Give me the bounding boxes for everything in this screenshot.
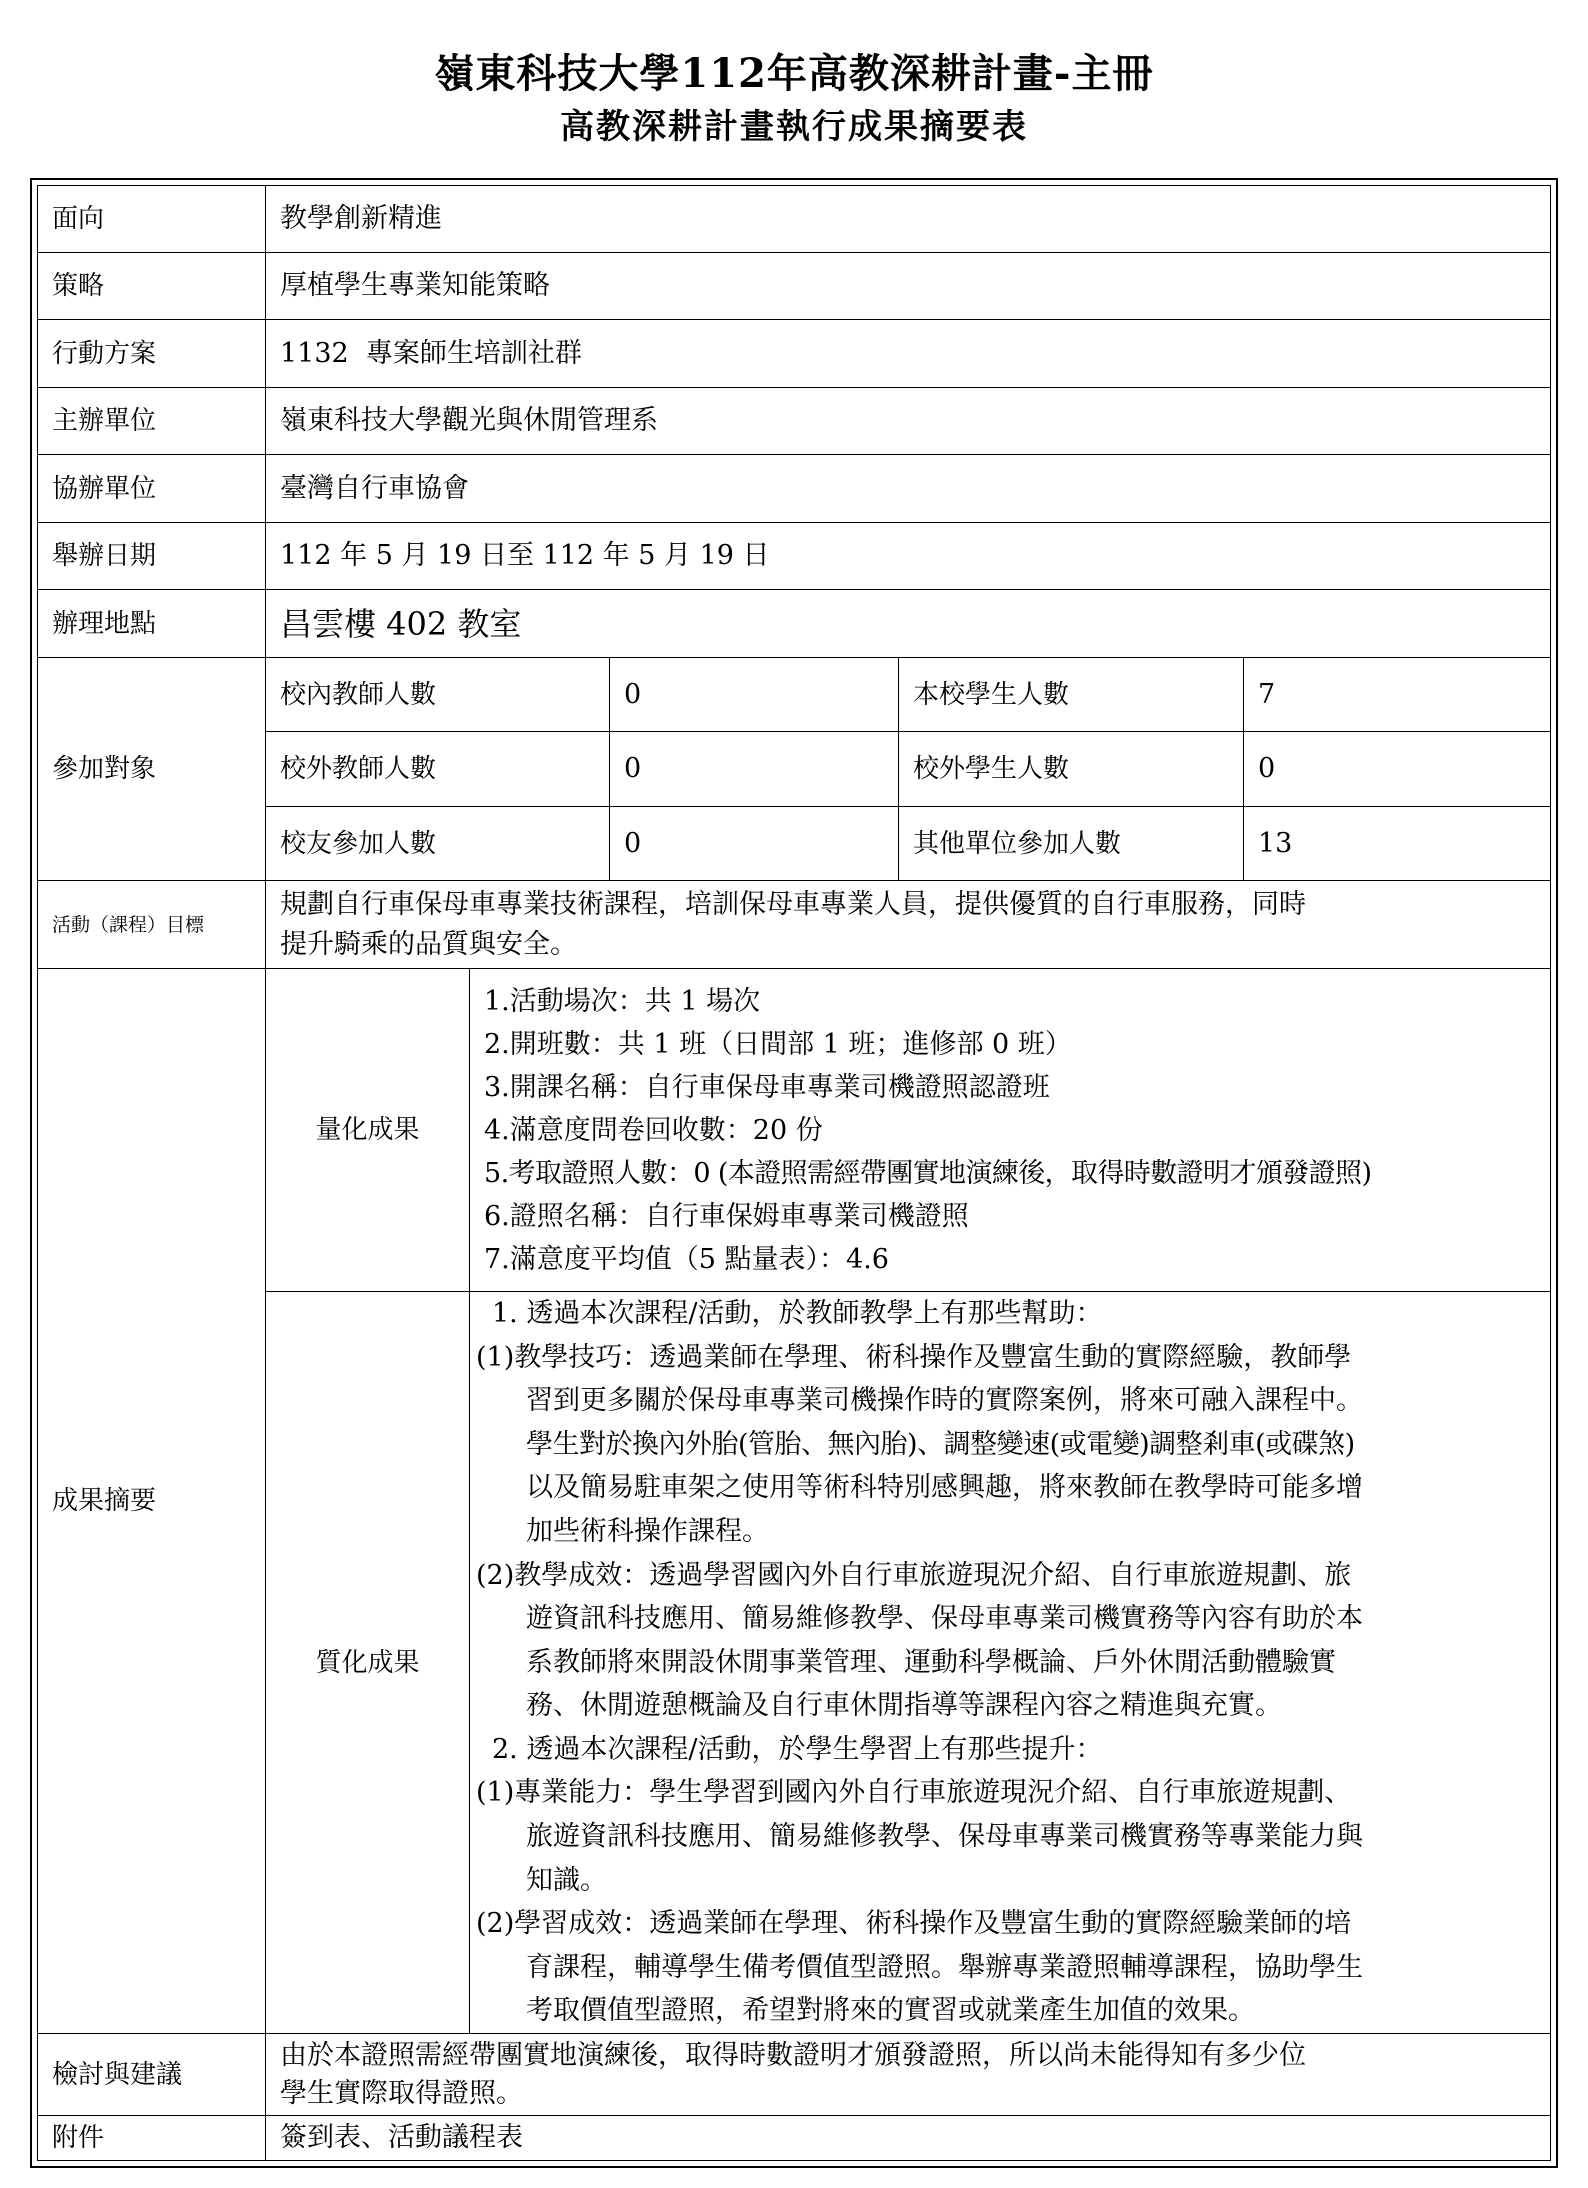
other-units-value: 13 xyxy=(1243,806,1551,881)
co-organizer-label: 協辦單位 xyxy=(37,454,266,523)
quantitative-item: 1.活動場次：共 1 場次 xyxy=(484,985,761,1017)
external-students-label: 校外學生人數 xyxy=(898,731,1244,807)
strategy-value: 厚植學生專業知能策略 xyxy=(265,252,1551,320)
school-students-value: 7 xyxy=(1243,657,1551,732)
alumni-value: 0 xyxy=(609,806,899,881)
quantitative-label: 量化成果 xyxy=(265,968,470,1292)
qualitative-item: 加些術科操作課程。 xyxy=(526,1515,769,1547)
aspect-label: 面向 xyxy=(37,185,266,253)
school-students-label: 本校學生人數 xyxy=(898,657,1244,732)
quantitative-item: 3.開課名稱：自行車保母車專業司機證照認證班 xyxy=(484,1071,1050,1103)
external-teachers-label: 校外教師人數 xyxy=(265,731,610,807)
quantitative-list xyxy=(469,968,1551,1292)
attachments-label: 附件 xyxy=(37,2115,266,2161)
qualitative-heading: 2. 透過本次課程/活動，於學生學習上有那些提升： xyxy=(492,1733,1103,1765)
date-label: 舉辦日期 xyxy=(37,522,266,590)
document-title: 嶺東科技大學112年高教深耕計畫-主冊 xyxy=(434,50,1154,97)
qualitative-item: (1)教學技巧：透過業師在學理、術科操作及豐富生動的實際經驗，教師學 xyxy=(476,1341,1352,1373)
qualitative-item: (2)學習成效：透過業師在學理、術科操作及豐富生動的實際經驗業師的培 xyxy=(476,1908,1352,1940)
review-value xyxy=(265,2033,1551,2116)
aspect-value: 教學創新精進 xyxy=(265,185,1551,253)
internal-teachers-value: 0 xyxy=(609,657,899,732)
document-subtitle: 高教深耕計畫執行成果摘要表 xyxy=(560,107,1028,147)
objective-line: 提升騎乘的品質與安全。 xyxy=(280,928,577,960)
qualitative-label: 質化成果 xyxy=(265,1291,470,2034)
co-organizer-value: 臺灣自行車協會 xyxy=(265,454,1551,523)
action-plan-label: 行動方案 xyxy=(37,319,266,388)
qualitative-item: 系教師將來開設休閒事業管理、運動科學概論、戶外休閒活動體驗實 xyxy=(526,1646,1336,1678)
quantitative-item: 5.考取證照人數：0 (本證照需經帶團實地演練後，取得時數證明才頒發證照) xyxy=(484,1157,1372,1189)
review-label: 檢討與建議 xyxy=(37,2033,266,2116)
qualitative-item: 習到更多關於保母車專業司機操作時的實際案例，將來可融入課程中。 xyxy=(526,1385,1363,1417)
date-value: 112 年 5 月 19 日至 112 年 5 月 19 日 xyxy=(265,522,1551,590)
qualitative-item: (2)教學成效：透過學習國內外自行車旅遊現況介紹、自行車旅遊規劃、旅 xyxy=(476,1559,1352,1591)
internal-teachers-label: 校內教師人數 xyxy=(265,657,610,732)
summary-table xyxy=(30,178,1558,2168)
quantitative-item: 2.開班數：共 1 班（日間部 1 班；進修部 0 班） xyxy=(484,1028,1072,1060)
venue-value: 昌雲樓 402 教室 xyxy=(265,589,1551,658)
quantitative-item: 4.滿意度問卷回收數：20 份 xyxy=(484,1114,823,1146)
qualitative-item: (1)專業能力：學生學習到國內外自行車旅遊現況介紹、自行車旅遊規劃、 xyxy=(476,1777,1352,1809)
quantitative-item: 6.證照名稱：自行車保姆車專業司機證照 xyxy=(484,1200,969,1232)
qualitative-item: 旅遊資訊科技應用、簡易維修教學、保母車專業司機實務等專業能力與 xyxy=(526,1821,1363,1853)
organizer-label: 主辦單位 xyxy=(37,387,266,455)
review-line: 學生實際取得證照。 xyxy=(280,2077,523,2109)
objective-line: 規劃自行車保母車專業技術課程，培訓保母車專業人員，提供優質的自行車服務，同時 xyxy=(280,888,1306,920)
attachments-value: 簽到表、活動議程表 xyxy=(265,2115,1551,2161)
organizer-value: 嶺東科技大學觀光與休閒管理系 xyxy=(265,387,1551,455)
external-students-value: 0 xyxy=(1243,731,1551,807)
qualitative-item: 學生對於換內外胎(管胎、無內胎)、調整變速(或電變)調整剎車(或碟煞) xyxy=(526,1428,1355,1460)
review-line: 由於本證照需經帶團實地演練後，取得時數證明才頒發證照，所以尚未能得知有多少位 xyxy=(280,2039,1306,2071)
qualitative-item: 遊資訊科技應用、簡易維修教學、保母車專業司機實務等內容有助於本 xyxy=(526,1603,1363,1635)
quantitative-item: 7.滿意度平均值（5 點量表）：4.6 xyxy=(484,1243,889,1275)
qualitative-item: 育課程，輔導學生備考價值型證照。舉辦專業證照輔導課程，協助學生 xyxy=(526,1951,1363,1983)
qualitative-item: 以及簡易駐車架之使用等術科特別感興趣，將來教師在教學時可能多增 xyxy=(526,1472,1363,1504)
participants-label: 參加對象 xyxy=(37,657,266,881)
alumni-label: 校友參加人數 xyxy=(265,806,610,881)
qualitative-heading: 1. 透過本次課程/活動，於教師教學上有那些幫助： xyxy=(492,1297,1103,1329)
qualitative-item: 務、休閒遊憩概論及自行車休閒指導等課程內容之精進與充實。 xyxy=(526,1690,1282,1722)
document-header xyxy=(0,46,1588,152)
venue-label: 辦理地點 xyxy=(37,589,266,658)
external-teachers-value: 0 xyxy=(609,731,899,807)
objective-value xyxy=(265,880,1551,969)
qualitative-item: 考取價值型證照，希望對將來的實習或就業產生加值的效果。 xyxy=(526,1995,1255,2027)
results-label: 成果摘要 xyxy=(37,968,266,2034)
qualitative-item: 知識。 xyxy=(526,1864,607,1896)
other-units-label: 其他單位參加人數 xyxy=(898,806,1244,881)
strategy-label: 策略 xyxy=(37,252,266,320)
action-plan-value: 1132 專案師生培訓社群 xyxy=(265,319,1551,388)
objective-label: 活動（課程）目標 xyxy=(37,880,266,969)
qualitative-list xyxy=(469,1291,1551,2034)
